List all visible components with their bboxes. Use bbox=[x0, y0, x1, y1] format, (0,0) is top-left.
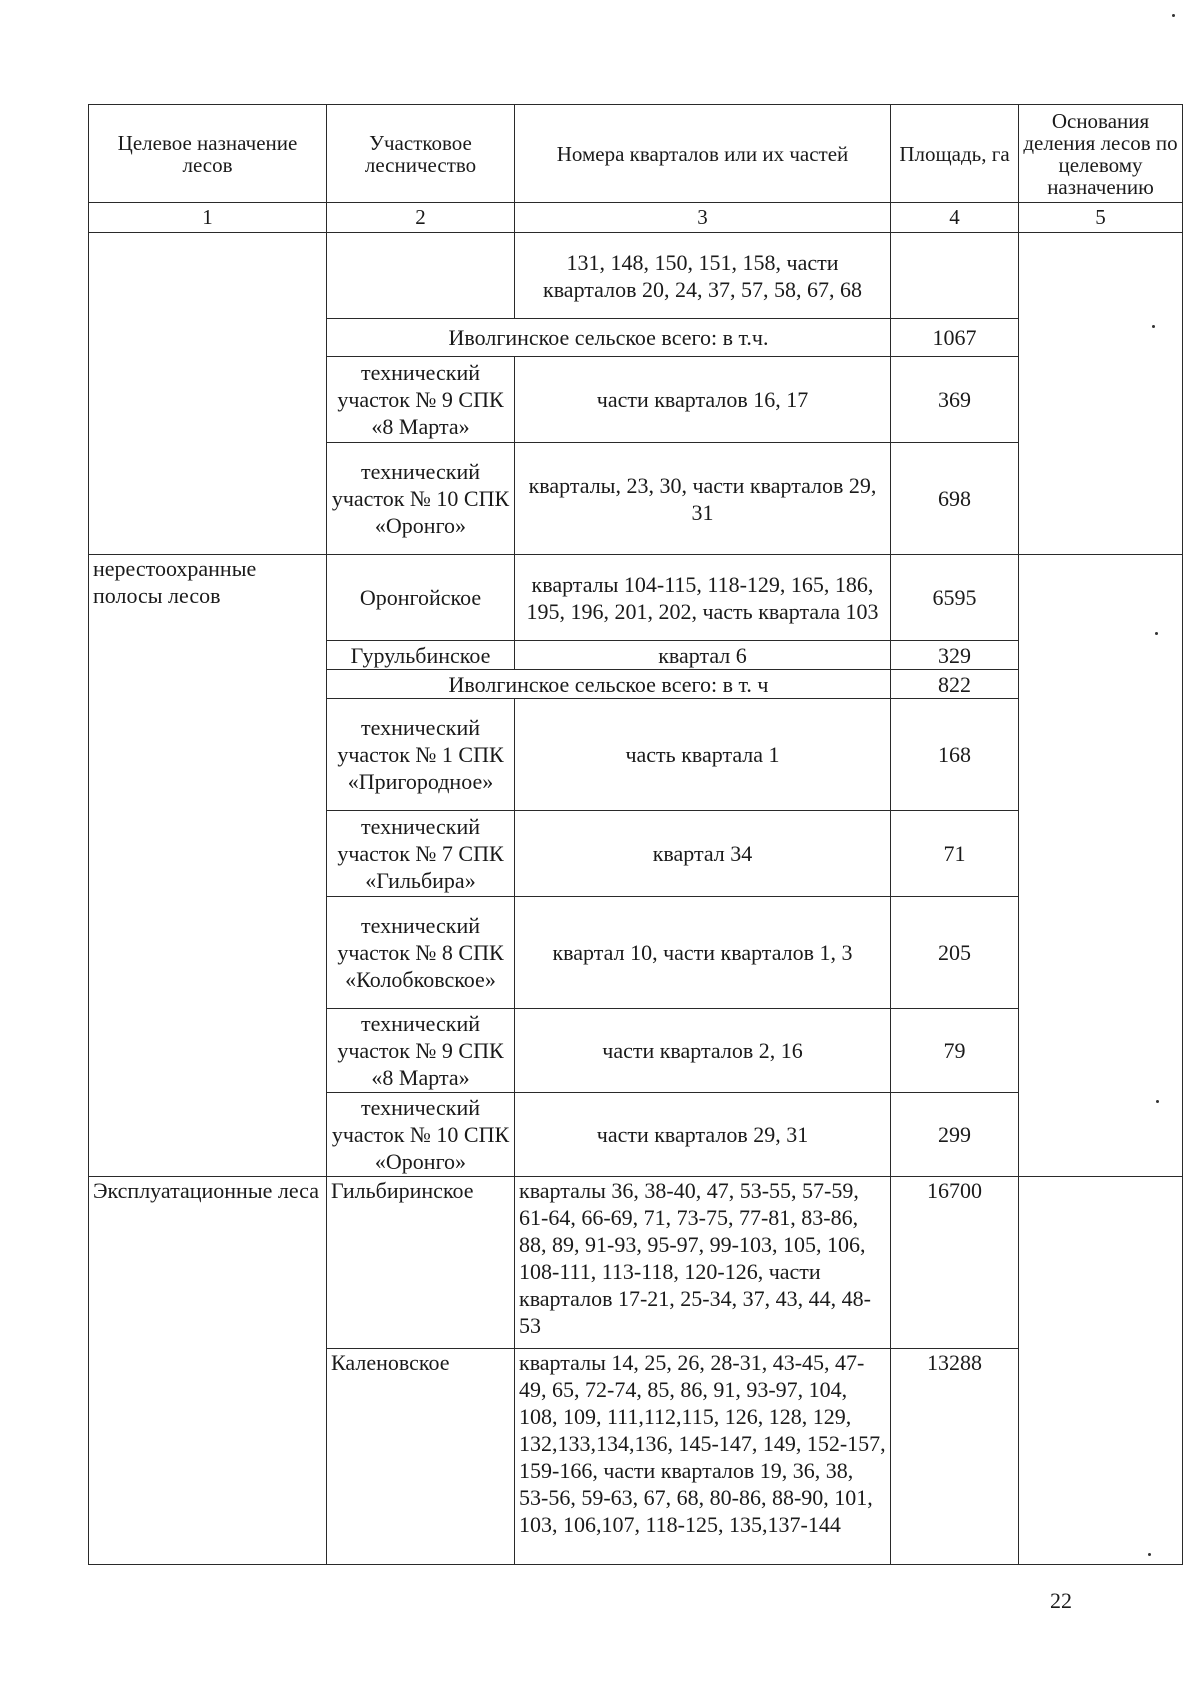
forestry-cell bbox=[327, 233, 515, 319]
quarters-cell: кварталы 104-115, 118-129, 165, 186, 195, 196, 201, 202, часть квартала 103 bbox=[515, 555, 891, 641]
column-number: 3 bbox=[515, 203, 891, 233]
forestry-cell: Гурульбинское bbox=[327, 641, 515, 670]
purpose-cell: Эксплуатационные леса bbox=[89, 1177, 327, 1565]
forestry-cell: технический участок № 9 СПК «8 Марта» bbox=[327, 1009, 515, 1093]
forestry-cell: Оронгойское bbox=[327, 555, 515, 641]
forestry-cell: технический участок № 9 СПК «8 Марта» bbox=[327, 357, 515, 443]
area-cell: 822 bbox=[891, 670, 1019, 699]
area-cell: 369 bbox=[891, 357, 1019, 443]
column-number: 2 bbox=[327, 203, 515, 233]
forestry-cell: технический участок № 10 СПК «Оронго» bbox=[327, 443, 515, 555]
page-number: 22 bbox=[1050, 1588, 1072, 1613]
table-row bbox=[89, 1177, 1183, 1349]
forestry-cell: Гильбиринское bbox=[327, 1177, 515, 1349]
area-cell: 329 bbox=[891, 641, 1019, 670]
scan-speck bbox=[1148, 1553, 1151, 1556]
area-cell: 79 bbox=[891, 1009, 1019, 1093]
basis-cell bbox=[1019, 555, 1183, 1177]
basis-cell bbox=[1019, 233, 1183, 555]
header-area: Площадь, га bbox=[891, 105, 1019, 203]
quarters-cell: квартал 6 bbox=[515, 641, 891, 670]
table-row bbox=[89, 233, 1183, 319]
area-cell: 205 bbox=[891, 897, 1019, 1009]
forestry-cell: технический участок № 8 СПК «Колобковское» bbox=[327, 897, 515, 1009]
purpose-cell bbox=[89, 233, 327, 555]
column-number: 1 bbox=[89, 203, 327, 233]
subtotal-label: Иволгинское сельское всего: в т. ч bbox=[327, 670, 891, 699]
header-quarters: Номера кварталов или их частей bbox=[515, 105, 891, 203]
area-cell bbox=[891, 233, 1019, 319]
area-cell: 698 bbox=[891, 443, 1019, 555]
area-cell: 71 bbox=[891, 811, 1019, 897]
quarters-cell: части кварталов 29, 31 bbox=[515, 1093, 891, 1177]
area-cell: 299 bbox=[891, 1093, 1019, 1177]
quarters-cell: часть квартала 1 bbox=[515, 699, 891, 811]
forestry-cell: Каленовское bbox=[327, 1349, 515, 1565]
area-cell: 6595 bbox=[891, 555, 1019, 641]
header-basis: Основания деления лесов по целевому назначению bbox=[1019, 105, 1183, 203]
column-number: 4 bbox=[891, 203, 1019, 233]
area-cell: 16700 bbox=[891, 1177, 1019, 1349]
forestry-cell: технический участок № 1 СПК «Пригородное» bbox=[327, 699, 515, 811]
scan-speck bbox=[1156, 1100, 1159, 1103]
header-forestry: Участковое лесничество bbox=[327, 105, 515, 203]
column-number-row bbox=[89, 203, 1183, 233]
quarters-cell: кварталы, 23, 30, части кварталов 29, 31 bbox=[515, 443, 891, 555]
column-number: 5 bbox=[1019, 203, 1183, 233]
forestry-cell: технический участок № 10 СПК «Оронго» bbox=[327, 1093, 515, 1177]
area-cell: 13288 bbox=[891, 1349, 1019, 1565]
quarters-cell: квартал 10, части кварталов 1, 3 bbox=[515, 897, 891, 1009]
forest-purpose-table bbox=[88, 104, 1183, 1565]
header-row bbox=[89, 105, 1183, 203]
quarters-cell: 131, 148, 150, 151, 158, части кварталов 20, 24, 37, 57, 58, 67, 68 bbox=[515, 233, 891, 319]
subtotal-label: Иволгинское сельское всего: в т.ч. bbox=[327, 319, 891, 357]
table-row bbox=[89, 555, 1183, 641]
quarters-cell: части кварталов 2, 16 bbox=[515, 1009, 891, 1093]
purpose-cell: нерестоохранные полосы лесов bbox=[89, 555, 327, 1177]
scan-speck bbox=[1152, 325, 1155, 328]
area-cell: 1067 bbox=[891, 319, 1019, 357]
header-purpose: Целевое назначение лесов bbox=[89, 105, 327, 203]
quarters-cell: кварталы 36, 38-40, 47, 53-55, 57-59, 61-64, 66-69, 71, 73-75, 77-81, 83-86, 88, 89, 91-93, 95-97, 99-103, 105, 106, 108-111, 113-118, 120-126, части кварталов 17-21, 25-34, 37, 43, 44, 48-53 bbox=[515, 1177, 891, 1349]
scan-speck bbox=[1172, 14, 1175, 17]
quarters-cell: части кварталов 16, 17 bbox=[515, 357, 891, 443]
area-cell: 168 bbox=[891, 699, 1019, 811]
scan-speck bbox=[1155, 632, 1158, 635]
quarters-cell: квартал 34 bbox=[515, 811, 891, 897]
basis-cell bbox=[1019, 1177, 1183, 1565]
forestry-cell: технический участок № 7 СПК «Гильбира» bbox=[327, 811, 515, 897]
quarters-cell: кварталы 14, 25, 26, 28-31, 43-45, 47-49, 65, 72-74, 85, 86, 91, 93-97, 104, 108, 109, 111,112,115, 126, 128, 129, 132,133,134,136, 145-147, 149, 152-157, 159-166, части кварталов 19, 36, 38, 53-56, 59-63, 67, 68, 80-86, 88-90, 101, 103, 106,107, 118-125, 135,137-144 bbox=[515, 1349, 891, 1565]
